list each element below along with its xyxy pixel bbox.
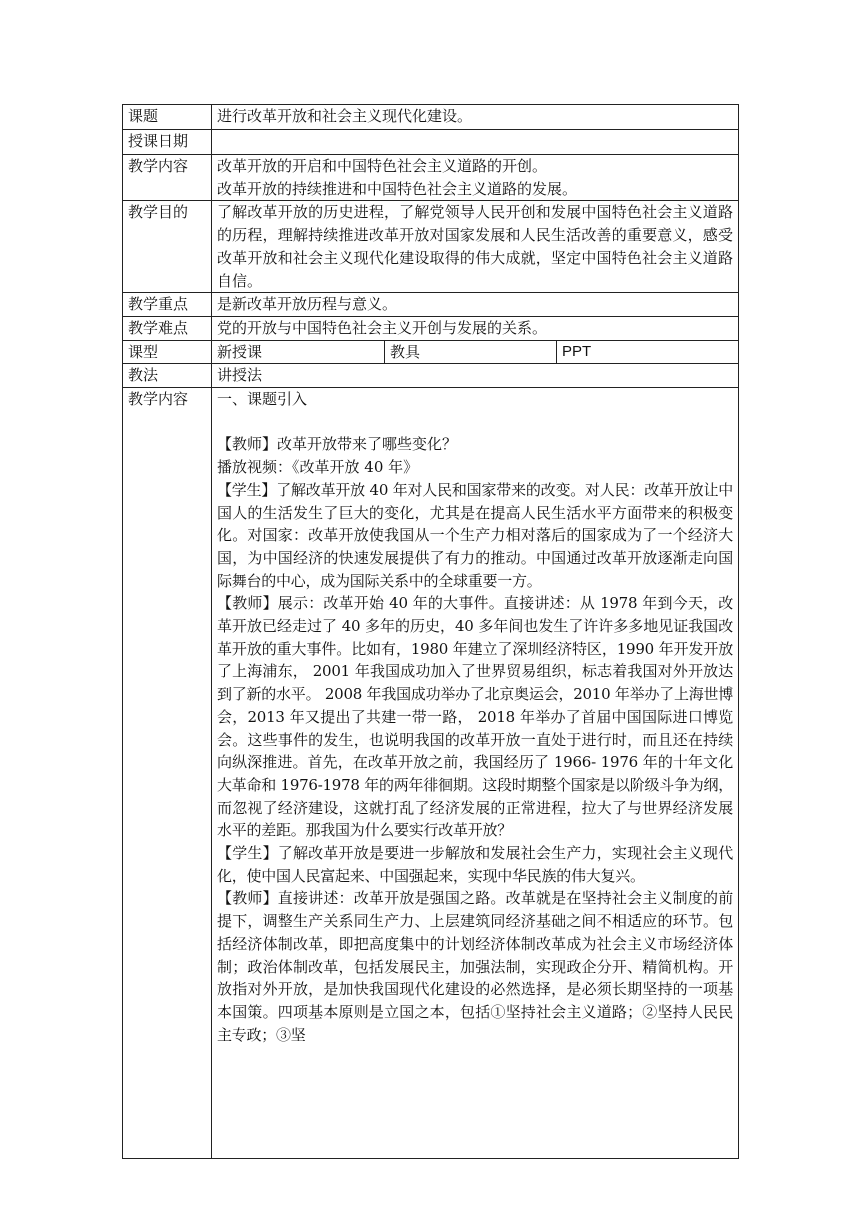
content-line: 改革开放的持续推进和中国特色社会主义道路的发展。 — [217, 179, 578, 198]
title-value: 进行改革开放和社会主义现代化建设。 — [212, 105, 739, 130]
row-method — [123, 364, 739, 388]
type-label: 课型 — [123, 340, 212, 364]
difficult-label: 教学难点 — [123, 316, 212, 340]
process-intro: 一、课题引入 — [217, 390, 308, 409]
row-key-point — [123, 293, 739, 317]
process-student-2: 【学生】了解改革开放是要进一步解放和发展社会生产力，实现社会主义现代化，使中国人民富起来、中国强起来，实现中华民族的伟大复兴。 — [217, 844, 733, 885]
difficult-value: 党的开放与中国特色社会主义开创与发展的关系。 — [212, 316, 739, 340]
process-label: 教学内容 — [123, 388, 212, 1159]
tool-value: PPT — [557, 340, 739, 364]
date-label: 授课日期 — [123, 130, 212, 155]
method-label: 教法 — [123, 364, 212, 388]
key-label: 教学重点 — [123, 293, 212, 317]
process-body — [217, 388, 733, 1158]
lesson-plan-table — [122, 104, 739, 1159]
type-value: 新授课 — [212, 340, 385, 364]
goal-label: 教学目的 — [123, 201, 212, 293]
goal-text: 了解改革开放的历史进程，了解党领导人民开创和发展中国特色社会主义道路的历程，理解持续推进改革开放对国家发展和人民生活改善的重要意义，感受改革开放和社会主义现代化建设取得的伟大成就，坚定中国特色社会主义道路自信。 — [217, 203, 733, 290]
goal-value — [212, 201, 739, 293]
row-date — [123, 130, 739, 155]
process-value — [212, 388, 739, 1159]
row-process — [123, 388, 739, 1159]
tool-label: 教具 — [385, 340, 557, 364]
row-goal — [123, 201, 739, 293]
process-student-1: 【学生】了解改革开放 40 年对人民和国家带来的改变。对人民：改革开放让中国人的生活发生了巨大的变化，尤其是在提高人民生活水平方面带来的积极变化。对国家：改革开放使我国从一个生产力相对落后的国家成为了一个经济大国，为中国经济的快速发展提供了有力的推动。中国通过改革开放逐渐走向国际舞台的中心，成为国际关系中的全球重要一方。 — [217, 480, 733, 590]
process-teacher-reform: 【教师】直接讲述：改革开放是强国之路。改革就是在坚持社会主义制度的前提下，调整生产关系同生产力、上层建筑同经济基础之间不相适应的环节。包括经济体制改革，即把高度集中的计划经济体制改革成为社会主义市场经济体制；政治体制改革，包括发展民主，加强法制，实现政企分开、精简机构。开放指对外开放，是加快我国现代化建设的必然选择，是必须长期坚持的一项基本国策。四项基本原则是立国之本，包括①坚持社会主义道路；②坚持人民民主专政；③坚 — [217, 889, 733, 1044]
title-label: 课题 — [123, 105, 212, 130]
content-value — [212, 155, 739, 201]
process-teacher-events: 【教师】展示：改革开始 40 年的大事件。直接讲述：从 1978 年到今天，改革开放已经走过了 40 多年的历史，40 多年间也发生了许许多多地见证我国改革开放的重大事件。比如有，1980 年建立了深圳经济特区，1990 年开发开放了上海浦东， 2001 年我国成功加入了世界贸易组织，标志着我国对外开放达到了新的水平。 2008 年我国成功举办了北京奥运会，2010 年举办了上海世博会，2013 年又提出了共建一带一路， 2018 年举办了首届中国国际进口博览会。这些事件的发生，也说明我国的改革开放一直处于进行时，而且还在持续向纵深推进。首先，在改革开放之前，我国经历了 1966- 1976 年的十年文化大革命和 1976-1978 年的两年徘徊期。这段时期整个国家是以阶级斗争为纲，而忽视了经济建设，这就打乱了经济发展的正常进程，拉大了与世界经济发展水平的差距。那我国为什么要实行改革开放？ — [217, 594, 733, 840]
method-value: 讲授法 — [212, 364, 739, 388]
content-line: 改革开放的开启和中国特色社会主义道路的开创。 — [217, 157, 548, 175]
row-difficult-point — [123, 316, 739, 340]
blank-line — [217, 411, 733, 434]
date-value — [212, 130, 739, 155]
row-type — [123, 340, 739, 364]
process-teacher-question: 【教师】改革开放带来了哪些变化？ — [217, 435, 458, 454]
row-title — [123, 105, 739, 130]
process-video: 播放视频：《改革开放 40 年》 — [217, 458, 419, 477]
content-label: 教学内容 — [123, 155, 212, 201]
row-content — [123, 155, 739, 201]
key-value: 是新改革开放历程与意义。 — [212, 293, 739, 317]
